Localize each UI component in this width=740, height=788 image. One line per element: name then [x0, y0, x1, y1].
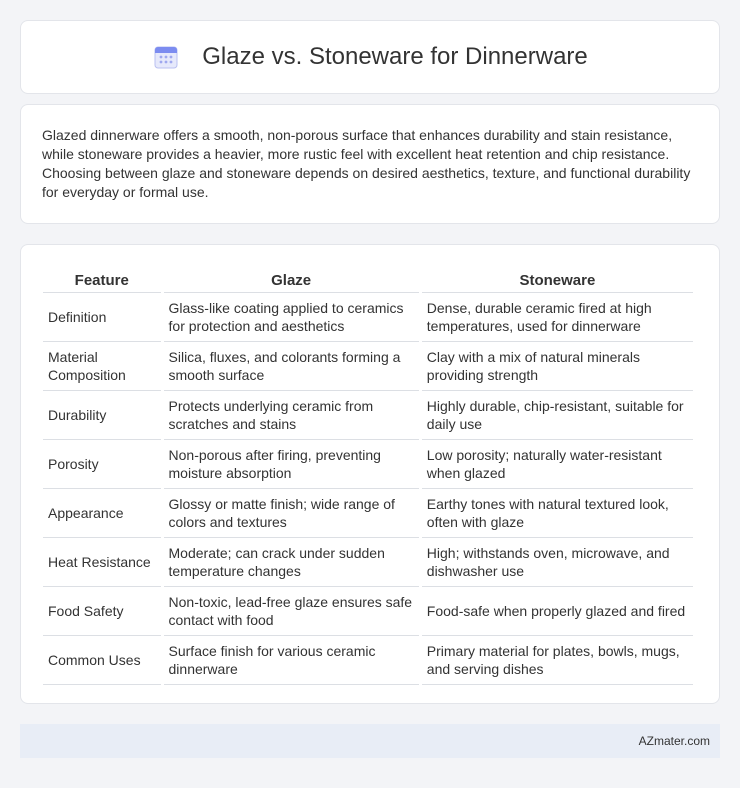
header-stoneware: Stoneware — [422, 263, 693, 293]
glaze-cell: Glass-like coating applied to ceramics for protection and aesthetics — [164, 293, 419, 342]
table-row — [43, 489, 693, 538]
feature-cell: Porosity — [43, 440, 161, 489]
title-card — [20, 20, 720, 94]
footer — [20, 724, 720, 758]
page-title: Glaze vs. Stoneware for Dinnerware — [202, 43, 588, 70]
stoneware-cell: Food-safe when properly glazed and fired — [422, 587, 693, 636]
comparison-table-card — [20, 244, 720, 704]
stoneware-cell: High; withstands oven, microwave, and dishwasher use — [422, 538, 693, 587]
glaze-cell: Surface finish for various ceramic dinnerware — [164, 636, 419, 685]
glaze-cell: Moderate; can crack under sudden temperature changes — [164, 538, 419, 587]
feature-cell: Durability — [43, 391, 161, 440]
table-row — [43, 636, 693, 685]
stoneware-cell: Low porosity; naturally water-resistant when glazed — [422, 440, 693, 489]
stoneware-cell: Clay with a mix of natural minerals providing strength — [422, 342, 693, 391]
glaze-cell: Non-porous after firing, preventing moisture absorption — [164, 440, 419, 489]
table-header-row — [43, 263, 693, 293]
glaze-cell: Non-toxic, lead-free glaze ensures safe contact with food — [164, 587, 419, 636]
header-feature: Feature — [43, 263, 161, 293]
comparison-table — [40, 263, 696, 685]
feature-cell: Food Safety — [43, 587, 161, 636]
table-row — [43, 391, 693, 440]
feature-cell: Common Uses — [43, 636, 161, 685]
stoneware-cell: Dense, durable ceramic fired at high temperatures, used for dinnerware — [422, 293, 693, 342]
calendar-icon — [152, 43, 180, 71]
stoneware-cell: Earthy tones with natural textured look, often with glaze — [422, 489, 693, 538]
table-row — [43, 293, 693, 342]
intro-card — [20, 104, 720, 224]
table-row — [43, 587, 693, 636]
glaze-cell: Silica, fluxes, and colorants forming a smooth surface — [164, 342, 419, 391]
intro-text: Glazed dinnerware offers a smooth, non-porous surface that enhances durability and stain resistance, while stoneware provides a heavier, more rustic feel with excellent heat retention and chip resistance. Choosing between glaze and stoneware depends on desired aesthetics, texture, and functional durability for everyday or formal use. — [42, 127, 691, 200]
table-row — [43, 342, 693, 391]
glaze-cell: Glossy or matte finish; wide range of colors and textures — [164, 489, 419, 538]
stoneware-cell: Highly durable, chip-resistant, suitable for daily use — [422, 391, 693, 440]
footer-site-link[interactable]: AZmater.com — [638, 734, 710, 748]
header-glaze: Glaze — [164, 263, 419, 293]
feature-cell: Definition — [43, 293, 161, 342]
table-row — [43, 538, 693, 587]
feature-cell: Heat Resistance — [43, 538, 161, 587]
feature-cell: Appearance — [43, 489, 161, 538]
feature-cell: Material Composition — [43, 342, 161, 391]
glaze-cell: Protects underlying ceramic from scratches and stains — [164, 391, 419, 440]
table-row — [43, 440, 693, 489]
stoneware-cell: Primary material for plates, bowls, mugs, and serving dishes — [422, 636, 693, 685]
